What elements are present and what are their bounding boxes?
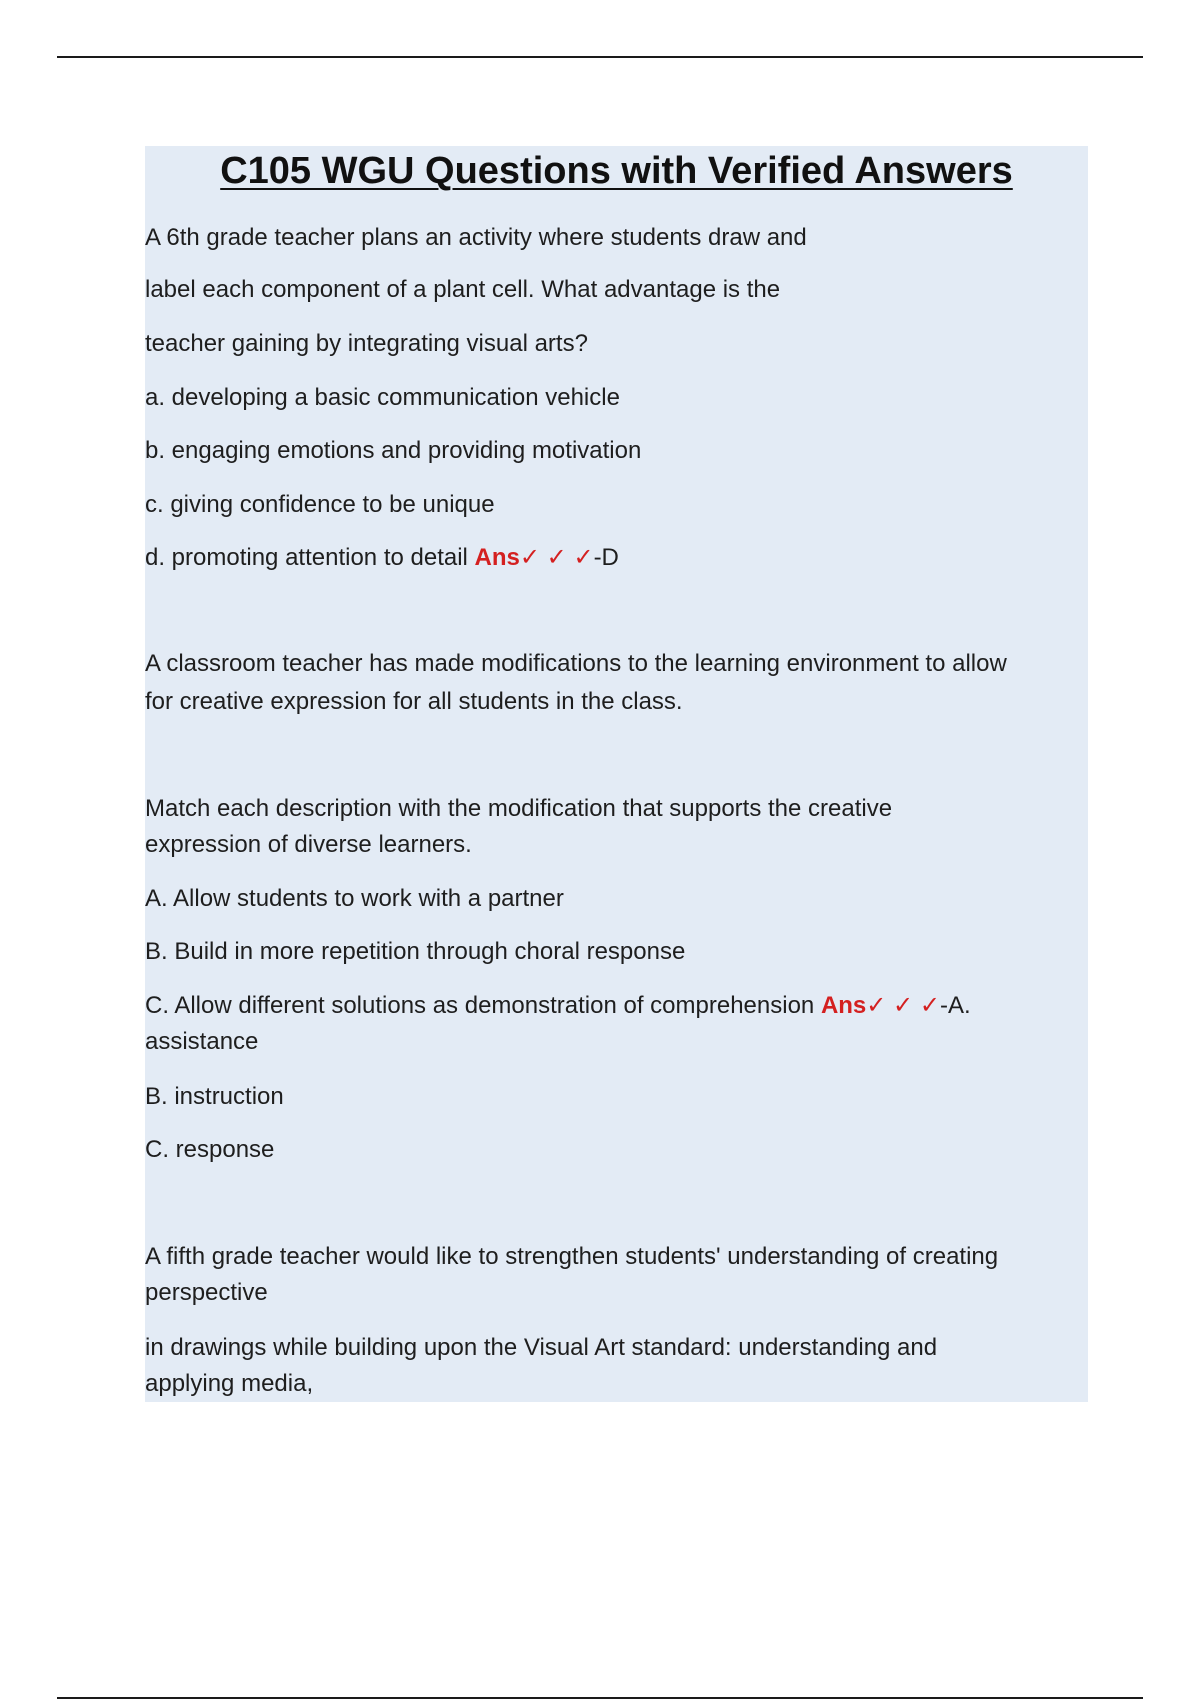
footer-rule [57,1697,1143,1699]
q1-option-d-line [145,540,619,576]
q3-line-1: A fifth grade teacher would like to strengthen students' understanding of creating [145,1243,999,1270]
q2-item-c-line [145,988,971,1024]
q1-option-b: b. engaging emotions and providing motivation [145,437,642,464]
q1-option-a: a. developing a basic communication vehicle [145,384,620,411]
q1-stem-line-3: teacher gaining by integrating visual arts? [145,330,588,357]
q1-stem-line-1: A 6th grade teacher plans an activity where students draw and [145,224,807,251]
q2-item-a: A. Allow students to work with a partner [145,885,564,912]
q2-item-c: C. Allow different solutions as demonstration of comprehension [145,992,815,1019]
q2-answer-marker: Ans [820,992,867,1019]
q2-intro-line-2: for creative expression for all students in the class. [145,688,683,715]
q3-line-4: applying media, [145,1370,314,1397]
q2-answer-b: B. instruction [145,1083,284,1110]
q3-line-3: in drawings while building upon the Visual Art standard: understanding and [145,1334,938,1361]
q2-prompt-line-1: Match each description with the modification that supports the creative [145,795,893,822]
q1-option-d: d. promoting attention to detail [145,544,468,571]
q2-answer-a-cont: assistance [145,1028,259,1055]
q1-answer-marker: Ans [474,544,520,571]
q2-prompt-line-2: expression of diverse learners. [145,831,472,858]
document-title: C105 WGU Questions with Verified Answers [220,150,1013,192]
q2-item-b: B. Build in more repetition through choral response [145,938,686,965]
q2-answer-c: C. response [145,1136,275,1163]
header-rule [57,56,1143,58]
q1-stem-line-2: label each component of a plant cell. What advantage is the [145,276,781,303]
q3-line-2: perspective [145,1279,268,1306]
q1-check-marks: ✓ ✓ ✓ [519,544,594,571]
q1-answer: -D [593,544,619,571]
q1-option-c: c. giving confidence to be unique [145,491,495,518]
q2-intro-line-1: A classroom teacher has made modifications to the learning environment to allow [145,650,1007,677]
q2-check-marks: ✓ ✓ ✓ [866,992,940,1019]
q2-answer-start: -A. [939,992,971,1019]
